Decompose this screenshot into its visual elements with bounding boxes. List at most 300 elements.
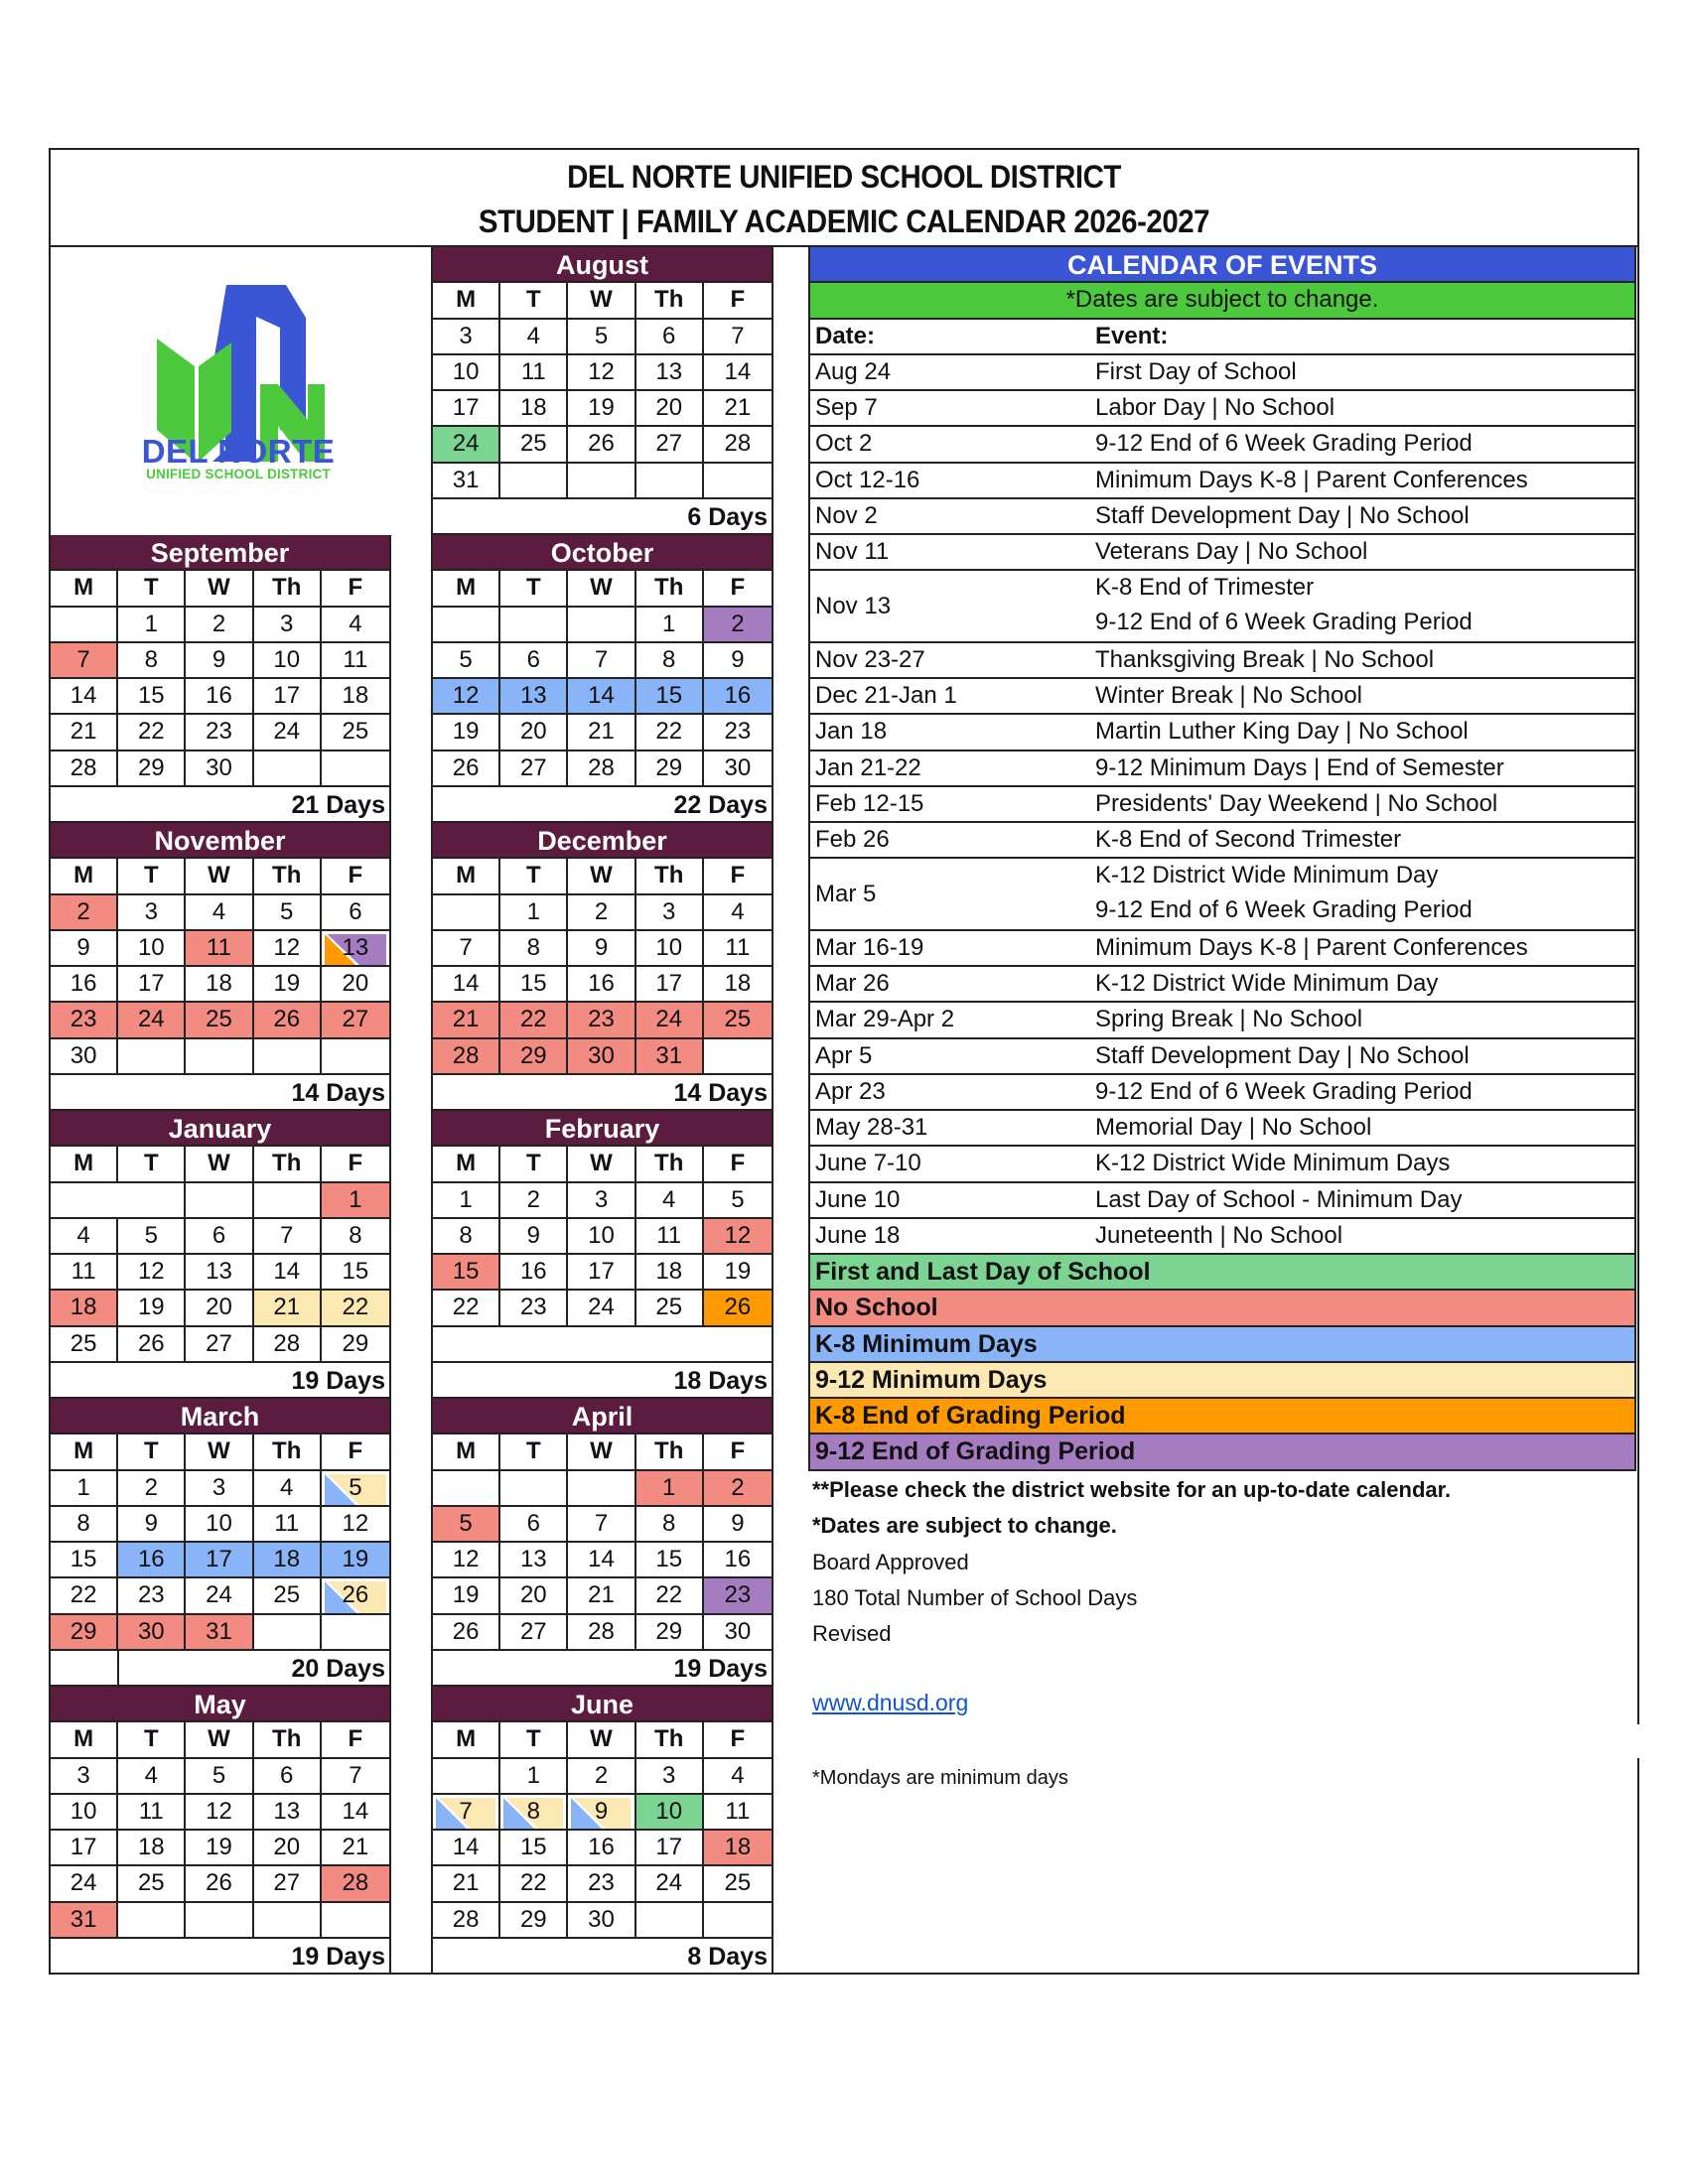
day-cell [636,895,704,931]
empty-day-cell [322,1615,389,1651]
day-cell [704,1578,772,1614]
day-cell [704,895,772,931]
day-number: 4 [526,322,540,349]
day-cell [568,931,635,967]
event-date: Dec 21-Jan 1 [815,682,957,710]
day-number: 10 [588,1221,615,1249]
day-number: 12 [452,1546,480,1572]
day-number: 11 [725,933,751,961]
day-cell [433,751,500,787]
legend-item: No School [808,1291,1636,1326]
day-cell [51,1795,118,1831]
day-cell [636,643,704,679]
day-number: 17 [655,1834,683,1860]
day-cell [704,1183,772,1219]
school-days-count: 21 Days [51,787,389,823]
legend-item: K-8 End of Grading Period [808,1399,1636,1434]
event-date: Mar 16-19 [815,933,924,961]
day-number: 3 [662,1761,676,1789]
day-cell [322,931,389,967]
day-number: 9 [731,1509,745,1537]
day-number: 25 [70,1329,97,1357]
day-number: 23 [724,718,752,746]
weekday-header: Th [254,1722,322,1758]
month-april [431,1399,774,1687]
day-number: 15 [519,1834,547,1860]
day-cell [568,1866,635,1902]
day-cell [636,1003,704,1038]
day-cell [254,931,322,967]
day-number: 26 [588,430,615,458]
day-number: 17 [655,970,683,997]
day-cell [500,1578,568,1614]
day-cell [322,1327,389,1363]
day-number: 9 [731,645,745,673]
day-cell [254,1291,322,1326]
day-cell [568,751,635,787]
day-cell [704,1615,772,1651]
day-number: 10 [655,1797,683,1825]
day-cell [636,1255,704,1291]
day-number: 19 [137,1294,165,1321]
day-number: 26 [452,753,480,781]
day-cell [118,751,186,787]
day-cell [118,1471,186,1507]
day-number: 1 [662,1473,676,1501]
day-cell [433,1291,500,1326]
day-cell [636,1507,704,1543]
day-cell [636,715,704,751]
day-number: 20 [655,394,683,421]
school-days-count: 19 Days [433,1651,772,1687]
day-number: 3 [76,1761,90,1789]
day-number: 8 [662,645,676,673]
day-cell [636,1615,704,1651]
day-number: 30 [588,1041,615,1069]
day-cell [433,1543,500,1578]
event-date: Apr 5 [815,1041,873,1069]
legend-item: 9-12 End of Grading Period [808,1434,1636,1470]
day-cell [568,1795,635,1831]
day-cell [704,1507,772,1543]
day-cell [500,1003,568,1038]
day-cell [568,1039,635,1075]
day-number: 18 [724,1834,752,1860]
day-cell [118,643,186,679]
day-number: 18 [137,1834,165,1860]
event-row [808,715,1636,751]
day-number: 29 [70,1617,97,1645]
day-number: 4 [144,1761,158,1789]
event-description: 9-12 End of 6 Week Grading Period [1095,430,1473,458]
subject-change-note: *Dates are subject to change. [812,1513,1117,1538]
day-number: 31 [452,466,480,493]
day-number: 29 [655,753,683,781]
weekday-header: W [568,1722,635,1758]
day-number: 1 [144,610,158,637]
day-cell [433,427,500,463]
day-cell [704,1795,772,1831]
day-number: 26 [206,1869,232,1897]
legend-item: 9-12 Minimum Days [808,1363,1636,1399]
empty-day-cell [51,1183,118,1219]
month-header: September [51,535,389,571]
school-days-count: 8 Days [433,1939,772,1975]
day-cell [118,895,186,931]
day-number: 6 [280,1761,294,1789]
legend-item: K-8 Minimum Days [808,1327,1636,1363]
day-number: 8 [459,1221,473,1249]
day-number: 13 [655,357,683,385]
day-number: 2 [211,610,226,637]
day-number: 21 [70,718,97,746]
day-cell [433,391,500,427]
day-cell [322,895,389,931]
day-number: 2 [144,1473,158,1501]
day-number: 10 [273,645,301,673]
event-column-header: Event: [1095,322,1169,349]
day-cell [636,1219,704,1255]
calendar-title: STUDENT | FAMILY ACADEMIC CALENDAR 2026-2027 [478,204,1210,239]
day-number: 18 [724,970,752,997]
day-number: 28 [273,1329,301,1357]
event-date: Aug 24 [815,357,892,385]
day-number: 7 [459,1797,473,1825]
month-header: October [433,535,772,571]
day-number: 7 [349,1761,362,1789]
day-number: 25 [273,1581,301,1609]
day-cell [636,320,704,355]
day-cell [254,1795,322,1831]
day-cell [500,643,568,679]
weekday-header: M [51,859,118,894]
day-cell [118,1507,186,1543]
event-description: K-12 District Wide Minimum Day [1095,970,1439,997]
day-cell [568,715,635,751]
district-website-link[interactable]: www.dnusd.org [812,1690,969,1715]
day-number: 7 [459,933,473,961]
event-date: Mar 26 [815,970,890,998]
day-number: 26 [273,1006,301,1033]
day-number: 29 [655,1617,683,1645]
day-number: 10 [655,933,683,961]
day-number: 2 [594,897,609,925]
event-description: K-12 District Wide Minimum Day [1095,862,1439,889]
day-number: 9 [526,1221,540,1249]
day-number: 23 [588,1869,615,1897]
day-cell [51,1471,118,1507]
day-number: 17 [273,682,301,709]
day-number: 13 [273,1797,301,1825]
day-cell [254,1507,322,1543]
event-row [808,427,1636,463]
day-number: 24 [137,1006,165,1033]
day-number: 19 [452,1581,480,1609]
empty-day-cell [433,1471,500,1507]
day-number: 11 [656,1221,682,1249]
day-number: 8 [76,1509,90,1537]
day-cell [636,751,704,787]
empty-day-cell [433,608,500,643]
weekday-header: W [568,859,635,894]
website-note: **Please check the district website for an up-to-date calendar. [812,1477,1452,1502]
empty-day-cell [568,608,635,643]
day-cell [118,967,186,1003]
weekday-header: M [433,571,500,607]
weekday-header: Th [636,571,704,607]
day-number: 14 [452,1834,480,1860]
day-cell [500,967,568,1003]
day-cell [51,679,118,715]
day-cell [568,967,635,1003]
day-number: 19 [206,1834,232,1860]
day-cell [118,1759,186,1795]
day-cell [254,1831,322,1866]
empty-day-cell [118,1903,186,1939]
day-cell [500,1903,568,1939]
day-number: 25 [724,1869,752,1897]
day-number: 25 [724,1006,752,1033]
day-cell [254,715,322,751]
day-cell [636,1471,704,1507]
event-row [808,535,1636,571]
day-number: 1 [526,1761,540,1789]
day-number: 10 [206,1509,232,1537]
day-cell [186,1219,253,1255]
day-number: 16 [588,1834,615,1860]
day-number: 21 [724,394,752,421]
border-gap [1636,1724,1642,1758]
day-cell [433,1183,500,1219]
day-number: 13 [206,1258,232,1285]
day-cell [433,967,500,1003]
event-date: June 18 [815,1221,901,1249]
day-number: 16 [588,970,615,997]
day-number: 24 [70,1869,97,1897]
district-title: DEL NORTE UNIFIED SCHOOL DISTRICT [567,159,1121,195]
day-cell [322,1291,389,1326]
day-number: 30 [137,1617,165,1645]
empty-day-cell [322,1039,389,1075]
event-description: 9-12 End of 6 Week Grading Period [1095,608,1473,635]
day-cell [433,320,500,355]
day-cell [254,1578,322,1614]
weekday-header: F [704,1147,772,1182]
event-description: Thanksgiving Break | No School [1095,645,1435,673]
day-number: 22 [452,1294,480,1321]
day-number: 1 [662,610,676,637]
day-cell [500,1543,568,1578]
day-number: 16 [724,682,752,709]
day-cell [118,1578,186,1614]
event-row [808,1219,1636,1255]
day-number: 22 [342,1294,369,1321]
day-number: 23 [137,1581,165,1609]
day-cell [118,1291,186,1326]
empty-day-cell [186,1183,253,1219]
event-date: Oct 12-16 [815,466,920,493]
day-cell [500,391,568,427]
day-cell [568,1003,635,1038]
day-number: 21 [452,1869,480,1897]
empty-day-cell [186,1903,253,1939]
day-number: 31 [206,1617,232,1645]
day-cell [186,1866,253,1902]
month-october [431,535,774,823]
day-number: 15 [70,1546,97,1572]
day-cell [704,1219,772,1255]
day-number: 1 [349,1185,362,1213]
day-cell [636,355,704,391]
event-description: Minimum Days K-8 | Parent Conferences [1095,466,1528,493]
event-date: Jan 21-22 [815,753,921,781]
day-number: 21 [452,1006,480,1033]
day-cell [51,1831,118,1866]
day-cell [51,1866,118,1902]
day-cell [704,1003,772,1038]
event-description: Minimum Days K-8 | Parent Conferences [1095,933,1528,961]
day-number: 25 [342,718,369,746]
weekday-header: T [500,1722,568,1758]
day-cell [568,1507,635,1543]
day-number: 7 [731,322,745,349]
day-number: 3 [594,1185,609,1213]
day-number: 16 [724,1546,752,1572]
event-description: Presidents' Day Weekend | No School [1095,789,1498,817]
day-number: 10 [70,1797,97,1825]
empty-day-cell [636,1903,704,1939]
weekday-header: Th [254,1434,322,1470]
day-number: 15 [137,682,165,709]
day-number: 18 [342,682,369,709]
day-cell [322,1003,389,1038]
month-february [431,1111,774,1399]
weekday-header: W [186,571,253,607]
day-number: 28 [588,753,615,781]
day-cell [51,1903,118,1939]
day-cell [51,1219,118,1255]
day-number: 13 [519,682,547,709]
day-cell [704,1291,772,1326]
day-cell [118,1543,186,1578]
event-row [808,823,1636,859]
day-number: 2 [731,1473,745,1501]
day-cell [636,1039,704,1075]
day-number: 5 [459,645,473,673]
day-number: 27 [519,753,547,781]
day-number: 19 [452,718,480,746]
day-cell [704,1471,772,1507]
weekday-header: W [186,859,253,894]
month-header: March [51,1399,389,1434]
day-cell [186,1255,253,1291]
day-cell [186,1578,253,1614]
day-number: 13 [342,933,369,961]
day-cell [254,967,322,1003]
weekday-header: F [322,859,389,894]
day-number: 17 [137,970,165,997]
day-number: 14 [724,357,752,385]
event-row [808,787,1636,823]
day-number: 26 [137,1329,165,1357]
day-cell [568,1255,635,1291]
day-cell [704,1543,772,1578]
day-cell [186,715,253,751]
event-date: Jan 18 [815,718,888,746]
day-cell [118,608,186,643]
school-days-count: 19 Days [51,1363,389,1399]
weekday-header: F [704,283,772,319]
empty-day-cell [568,1471,635,1507]
empty-day-cell [500,464,568,499]
board-approved-note: Board Approved [812,1550,969,1574]
day-cell [568,1759,635,1795]
weekday-header: M [51,1722,118,1758]
day-cell [704,715,772,751]
empty-day-cell [322,751,389,787]
events-note: *Dates are subject to change. [808,283,1636,319]
day-cell [500,427,568,463]
weekday-header: W [186,1722,253,1758]
event-description: 9-12 End of 6 Week Grading Period [1095,895,1473,923]
empty-day-cell [118,1039,186,1075]
day-number: 23 [70,1006,97,1033]
day-cell [636,1183,704,1219]
event-date: June 7-10 [815,1150,921,1177]
day-cell [186,1615,253,1651]
day-cell [51,1759,118,1795]
day-number: 30 [588,1905,615,1933]
day-cell [51,931,118,967]
day-number: 22 [519,1006,547,1033]
weekday-header: W [568,1147,635,1182]
day-cell [322,1255,389,1291]
weekday-header: W [186,1147,253,1182]
day-cell [433,355,500,391]
day-cell [500,1255,568,1291]
day-cell [636,1543,704,1578]
day-cell [704,608,772,643]
month-march [49,1399,391,1687]
day-cell [118,1327,186,1363]
day-cell [704,679,772,715]
event-date: Oct 2 [815,430,873,458]
weekday-header: F [322,1722,389,1758]
day-cell [568,1903,635,1939]
day-number: 6 [662,322,676,349]
day-cell [433,1615,500,1651]
day-number: 3 [662,897,676,925]
event-row [808,1075,1636,1111]
weekday-header: F [704,571,772,607]
day-number: 27 [519,1617,547,1645]
day-cell [186,931,253,967]
day-number: 28 [452,1041,480,1069]
day-cell [433,464,500,499]
empty-day-cell [254,1183,322,1219]
event-row [808,391,1636,427]
day-number: 26 [342,1581,369,1609]
month-august [431,247,774,535]
day-number: 12 [588,357,615,385]
day-cell [704,355,772,391]
weekday-header: Th [636,1722,704,1758]
day-cell [51,1003,118,1038]
day-cell [51,967,118,1003]
day-cell [51,1291,118,1326]
day-cell [118,931,186,967]
day-number: 15 [519,970,547,997]
